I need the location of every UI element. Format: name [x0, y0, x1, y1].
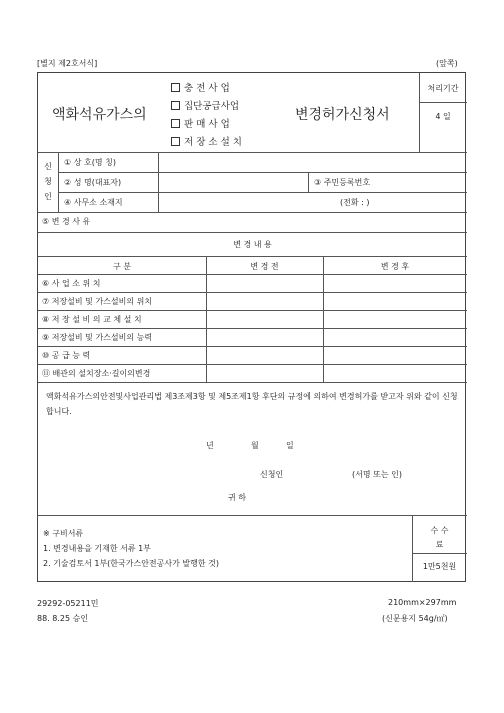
category-column-header: 구 분 [113, 262, 131, 271]
item-supply-capacity: ⑩ 공 급 능 력 [42, 351, 91, 360]
paper-size: 210mm×297mm [388, 598, 457, 607]
checkbox-icon [171, 101, 180, 110]
application-form [37, 72, 466, 582]
before-column-header: 변 경 전 [250, 262, 279, 271]
processing-period-label: 처리기간 [427, 84, 459, 93]
approval-date: 88. 8.25 승인 [37, 614, 89, 623]
date-year-label: 년 [206, 441, 214, 450]
after-column-header: 변 경 후 [380, 262, 410, 271]
required-document-2: 2. 기술검토서 1부(한국가스안전공사가 발행한 것) [43, 559, 219, 568]
fee-label-top: 수 수 [430, 526, 449, 535]
checkbox-icon [171, 137, 180, 146]
change-reason-field[interactable] [158, 213, 466, 232]
office-address-label: ④ 사무소 소재지 [64, 198, 123, 207]
application-statement: 액화석유가스의안전및사업관리법 제3조제3항 및 제5조제1항 후단의 규정에 의하여 변경허가를 받고자 위와 같이 신청합니다. [46, 392, 458, 416]
title-prefix: 액화석유가스의 [52, 107, 147, 123]
checkbox-icon [171, 119, 180, 128]
applicant-side-label: 신 청 인 [44, 162, 52, 201]
item-pipe-change: ⑪ 배관의 설치장소·길이의변경 [42, 369, 151, 378]
option-group-supply[interactable]: 집단공급사업 [171, 98, 242, 116]
phone-label: (전화 : ) [340, 198, 370, 207]
change-reason-label: ⑤ 변 경 사 유 [42, 217, 91, 226]
business-name-label: ① 상 호(명 칭) [64, 158, 116, 167]
item-business-location: ⑥ 사 업 소 위 치 [42, 279, 101, 288]
form-code: 29292-05211민 [37, 599, 99, 608]
option-charging[interactable]: 충 전 사 업 [171, 80, 242, 98]
business-name-field[interactable] [159, 153, 466, 172]
applicant-signature-label: 신청인 [260, 470, 284, 479]
date-day-label: 일 [286, 441, 294, 450]
signature-note: (서명 또는 인) [352, 470, 402, 479]
option-sales[interactable]: 판 매 사 업 [171, 116, 242, 134]
representative-name-field[interactable] [159, 173, 307, 192]
business-type-options [171, 80, 242, 152]
resident-number-label: ③ 주민등록번호 [314, 178, 371, 187]
fee-label-bottom: 료 [435, 540, 444, 549]
recipient-label: 귀 하 [228, 493, 246, 502]
office-address-field[interactable] [159, 193, 339, 212]
option-storage[interactable]: 저 장 소 설 치 [171, 134, 242, 152]
title-suffix: 변경허가신청서 [295, 107, 390, 123]
processing-period-value: 4 일 [435, 112, 451, 121]
representative-name-label: ② 성 명(대표자) [64, 178, 122, 187]
front-side-label: (앞쪽) [436, 59, 458, 68]
change-content-header: 변 경 내 용 [233, 240, 272, 249]
item-storage-replacement: ⑧ 저 장 설 비 의 교 체 설 치 [42, 315, 142, 324]
required-document-1: 1. 변경내용을 기재한 서류 1부 [43, 544, 151, 553]
form-number-label: [별지 제2호서식] [37, 59, 98, 68]
required-documents-heading: ※ 구비서류 [43, 529, 84, 538]
item-facility-capacity: ⑨ 저장설비 및 가스설비의 능력 [42, 333, 153, 342]
item-facility-location: ⑦ 저장설비 및 가스설비의 위치 [42, 297, 153, 306]
date-month-label: 월 [251, 441, 259, 450]
fee-value: 1만5천원 [422, 562, 457, 571]
paper-type: (신문용지 54g/㎡) [382, 614, 448, 623]
checkbox-icon [171, 83, 180, 92]
